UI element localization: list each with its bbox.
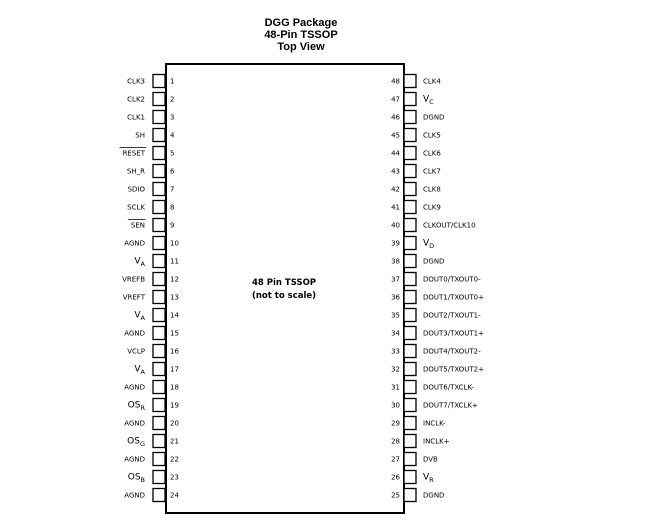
pin-label: [134, 365, 145, 377]
title-line-2: 48-Pin TSSOP: [264, 29, 338, 41]
pin-pad: [404, 255, 416, 268]
pin-pad: [404, 165, 416, 178]
pin-label-main: INCLK-: [423, 419, 446, 428]
pin-label-main: CLK1: [127, 113, 145, 122]
pin-number: 3: [170, 113, 175, 122]
title-line-1: DGG Package: [264, 17, 338, 29]
pin-label: [122, 276, 145, 284]
pin-label-main: AGND: [124, 239, 145, 248]
pin-label-main: V: [423, 472, 430, 483]
pin-label-subscript: B: [140, 476, 145, 484]
pin-42: [391, 183, 441, 196]
pin-label-main: CLKOUT/CLK10: [423, 221, 476, 230]
pin-label-main: DOUT1/TXOUT0+: [423, 293, 484, 302]
pin-46: [391, 111, 444, 124]
pin-14: [134, 309, 179, 323]
pin-number: 30: [391, 401, 400, 410]
pin-pad: [404, 183, 416, 196]
pin-number: 19: [170, 401, 179, 410]
pin-label: [124, 240, 145, 248]
pin-number: 17: [170, 365, 179, 374]
pin-20: [124, 417, 179, 430]
pin-label: [124, 420, 145, 428]
pin-label-main: CLK2: [127, 95, 145, 104]
pin-label-main: DGND: [423, 113, 445, 122]
pin-40: [391, 219, 475, 232]
pin-15: [124, 327, 179, 340]
package-title: [264, 17, 337, 53]
pin-18: [124, 381, 179, 394]
pin-number: 40: [391, 221, 400, 230]
pin-35: [391, 309, 481, 322]
pin-label: [127, 348, 145, 356]
pin-44: [391, 147, 441, 160]
pin-pad: [153, 345, 165, 358]
pin-pad: [404, 147, 416, 160]
pin-4: [135, 129, 175, 142]
pin-21: [127, 435, 179, 449]
pin-label: [127, 96, 145, 104]
pin-label: [423, 348, 481, 356]
pin-label: [423, 420, 446, 428]
pin-label: [423, 132, 441, 140]
pin-number: 16: [170, 347, 179, 356]
pin-pad: [153, 75, 165, 88]
pin-number: 33: [391, 347, 400, 356]
pin-9: [128, 219, 175, 232]
pin-45: [391, 129, 441, 142]
pin-label: [135, 132, 145, 140]
pin-number: 15: [170, 329, 179, 338]
pin-label: [123, 294, 146, 302]
pin-label-main: DGND: [423, 257, 445, 266]
pin-pad: [153, 363, 165, 376]
pin-pad: [404, 345, 416, 358]
pin-label: [423, 492, 444, 500]
pin-pad: [153, 489, 165, 502]
pin-number: 24: [170, 491, 179, 500]
center-label-line-1: 48 Pin TSSOP: [251, 278, 317, 288]
pin-pad: [404, 309, 416, 322]
pin-36: [391, 291, 484, 304]
pin-pad: [153, 183, 165, 196]
pin-label: [134, 257, 145, 269]
pin-pad: [153, 435, 165, 448]
pin-label-main: SDIO: [127, 185, 145, 194]
package-body: [166, 64, 404, 513]
pin-label: [423, 222, 476, 230]
pin-label: [127, 204, 145, 212]
pin-number: 7: [170, 185, 175, 194]
pin-number: 31: [391, 383, 400, 392]
pin-label: [423, 456, 438, 464]
pin-24: [124, 489, 179, 502]
pin-41: [391, 201, 441, 214]
pin-label-main: DGND: [423, 491, 445, 500]
pin-label-main: CLK7: [423, 167, 441, 176]
pin-label-main: V: [423, 94, 430, 105]
pin-28: [391, 435, 450, 448]
pin-pad: [404, 399, 416, 412]
pin-label-main: INCLK+: [423, 437, 450, 446]
pin-label: [127, 168, 145, 176]
pin-number: 41: [391, 203, 400, 212]
pin-pad: [404, 417, 416, 430]
pin-label: [127, 114, 145, 122]
pin-17: [134, 363, 179, 377]
pin-11: [134, 255, 179, 269]
pin-number: 35: [391, 311, 400, 320]
pin-label-main: VREFB: [122, 275, 145, 284]
pin-label-subscript: D: [429, 242, 435, 250]
pin-label-main: SH: [135, 131, 145, 140]
pin-label-main: AGND: [124, 491, 145, 500]
pin-label-subscript: A: [140, 260, 145, 268]
pin-number: 22: [170, 455, 179, 464]
pin-pad: [153, 237, 165, 250]
pin-number: 37: [391, 275, 400, 284]
pin-34: [391, 327, 484, 340]
pin-label: [423, 150, 441, 158]
pin-label-subscript: C: [429, 98, 434, 106]
pin-label: [423, 330, 484, 338]
pin-label-main: VREFT: [122, 293, 145, 302]
center-label-line-2: (not to scale): [251, 291, 317, 301]
pin-label: [423, 95, 434, 107]
pin-number: 47: [391, 95, 400, 104]
pin-label: [128, 186, 146, 194]
pin-label: [423, 384, 474, 392]
pin-label: [124, 492, 145, 500]
pin-label: [423, 294, 484, 302]
pin-label-main: OS: [127, 472, 141, 483]
pin-label: [124, 456, 145, 464]
pin-number: 6: [170, 167, 175, 176]
pin-number: 46: [391, 113, 400, 122]
pin-2: [127, 93, 174, 106]
pin-47: [391, 93, 434, 107]
pin-label-subscript: R: [140, 404, 145, 412]
pin-label: [124, 330, 145, 338]
pin-number: 1: [170, 77, 175, 86]
pin-number: 2: [170, 95, 175, 104]
pin-pad: [404, 291, 416, 304]
pin-number: 25: [391, 491, 400, 500]
pin-number: 26: [391, 473, 400, 482]
pin-label: [128, 401, 146, 413]
pin-25: [391, 489, 444, 502]
pin-label-main: CLK5: [423, 131, 441, 140]
pin-pad: [153, 291, 165, 304]
pin-number: 44: [391, 149, 400, 158]
pin-pad: [404, 219, 416, 232]
pin-label-main: AGND: [124, 419, 145, 428]
pin-29: [391, 417, 446, 430]
pin-label-main: CLK9: [423, 203, 441, 212]
pin-label-main: RESET: [122, 149, 145, 158]
pin-pad: [153, 381, 165, 394]
pin-label: [423, 258, 444, 266]
pin-pad: [153, 165, 165, 178]
pin-label: [423, 168, 441, 176]
pin-label: [423, 186, 441, 194]
pin-number: 5: [170, 149, 175, 158]
pin-label-main: V: [423, 238, 430, 249]
pin-number: 18: [170, 383, 179, 392]
pin-label-main: DVB: [423, 455, 438, 464]
pin-number: 28: [391, 437, 400, 446]
pin-label: [423, 366, 484, 374]
pin-label-main: V: [134, 310, 141, 321]
pin-number: 4: [170, 131, 175, 140]
pin-label-main: OS: [127, 400, 141, 411]
pin-pad: [404, 237, 416, 250]
pin-26: [391, 471, 434, 485]
pin-label-main: CLK3: [127, 77, 145, 86]
pin-label: [127, 437, 145, 449]
right-pin-column: [391, 75, 484, 502]
pin-pad: [404, 93, 416, 106]
pin-number: 9: [170, 221, 175, 230]
pin-33: [391, 345, 481, 358]
pin-32: [391, 363, 484, 376]
pin-13: [123, 291, 179, 304]
pin-pad: [404, 129, 416, 142]
pin-label-main: V: [134, 256, 141, 267]
pin-number: 36: [391, 293, 400, 302]
pin-pad: [404, 381, 416, 394]
pin-pad: [404, 75, 416, 88]
pin-43: [391, 165, 441, 178]
pin-pad: [404, 435, 416, 448]
pin-19: [128, 399, 179, 413]
pin-label-main: DOUT7/TXCLK+: [423, 401, 478, 410]
pin-label: [124, 384, 145, 392]
pin-label-main: SH_R: [126, 167, 145, 176]
pin-22: [124, 453, 179, 466]
pin-pad: [404, 273, 416, 286]
pin-30: [391, 399, 478, 412]
pin-pad: [153, 93, 165, 106]
pin-number: 42: [391, 185, 400, 194]
pin-number: 11: [170, 257, 179, 266]
pin-pad: [404, 489, 416, 502]
pin-pad: [404, 327, 416, 340]
pin-7: [128, 183, 175, 196]
pin-pad: [153, 471, 165, 484]
title-line-3: Top View: [277, 41, 325, 53]
pin-pad: [153, 201, 165, 214]
pin-pad: [404, 111, 416, 124]
pin-pad: [404, 201, 416, 214]
pin-number: 10: [170, 239, 179, 248]
pin-label-main: DOUT2/TXOUT1-: [423, 311, 481, 320]
pin-pad: [153, 273, 165, 286]
pin-number: 39: [391, 239, 400, 248]
pin-label: [128, 473, 145, 485]
pin-8: [127, 201, 174, 214]
pin-number: 34: [391, 329, 400, 338]
pin-1: [127, 75, 174, 88]
pin-label-main: DOUT4/TXOUT2-: [423, 347, 481, 356]
pin-pad: [153, 417, 165, 430]
pin-label-main: SCLK: [127, 203, 145, 212]
pin-label-main: CLK6: [423, 149, 441, 158]
pin-pad: [153, 129, 165, 142]
left-pin-column: [120, 75, 180, 502]
pin-label: [134, 311, 145, 323]
pin-label-main: CLK8: [423, 185, 441, 194]
pin-label-main: SEN: [130, 221, 145, 230]
pin-label-main: AGND: [124, 329, 145, 338]
pin-label: [423, 438, 450, 446]
pin-number: 48: [391, 77, 400, 86]
pin-pad: [153, 309, 165, 322]
pin-label: [131, 222, 145, 230]
pin-38: [391, 255, 444, 268]
pin-number: 45: [391, 131, 400, 140]
pin-16: [127, 345, 179, 358]
pin-10: [124, 237, 179, 250]
pin-label-main: OS: [127, 436, 140, 447]
pin-number: 13: [170, 293, 179, 302]
pin-pad: [153, 111, 165, 124]
pin-number: 20: [170, 419, 179, 428]
pin-number: 32: [391, 365, 400, 374]
pin-pad: [153, 255, 165, 268]
pin-label-main: CLK4: [423, 77, 441, 86]
pin-label: [423, 312, 481, 320]
pin-label-subscript: A: [140, 314, 145, 322]
pin-label-main: V: [134, 364, 141, 375]
pin-27: [391, 453, 438, 466]
pin-label-main: DOUT5/TXOUT2+: [423, 365, 484, 374]
pin-number: 29: [391, 419, 400, 428]
pin-pad: [404, 453, 416, 466]
pin-label: [423, 276, 481, 284]
pin-3: [127, 111, 174, 124]
pin-label: [127, 78, 145, 86]
pin-number: 21: [170, 437, 179, 446]
pin-label: [423, 204, 441, 212]
pin-number: 23: [170, 473, 179, 482]
pin-label-subscript: A: [140, 368, 145, 376]
pin-number: 43: [391, 167, 400, 176]
pin-label-main: AGND: [124, 455, 145, 464]
pin-39: [391, 237, 434, 251]
pin-number: 27: [391, 455, 400, 464]
pin-label-subscript: R: [429, 476, 434, 484]
pin-pad: [404, 471, 416, 484]
pin-pad: [153, 453, 165, 466]
pin-label-main: VCLP: [127, 347, 145, 356]
pin-number: 14: [170, 311, 179, 320]
pin-label: [423, 78, 441, 86]
pin-label-main: DOUT3/TXOUT1+: [423, 329, 484, 338]
pin-23: [128, 471, 179, 485]
pin-pad: [153, 327, 165, 340]
pin-label: [423, 402, 478, 410]
pin-12: [122, 273, 179, 286]
pin-37: [391, 273, 481, 286]
pin-pad: [153, 219, 165, 232]
pin-number: 12: [170, 275, 179, 284]
pin-label: [123, 150, 146, 158]
pin-6: [127, 165, 175, 178]
pin-label: [423, 473, 434, 485]
pin-label-subscript: G: [139, 440, 145, 448]
pin-label: [423, 114, 444, 122]
pin-label-main: AGND: [124, 383, 145, 392]
center-label: [252, 278, 316, 301]
pin-number: 38: [391, 257, 400, 266]
pin-label: [423, 239, 434, 251]
pin-48: [391, 75, 441, 88]
pin-label-main: DOUT0/TXOUT0-: [423, 275, 481, 284]
pin-pad: [153, 399, 165, 412]
pin-pad: [153, 147, 165, 160]
pin-number: 8: [170, 203, 175, 212]
pin-31: [391, 381, 474, 394]
pin-pad: [404, 363, 416, 376]
pin-label-main: DOUT6/TXCLK-: [423, 383, 474, 392]
